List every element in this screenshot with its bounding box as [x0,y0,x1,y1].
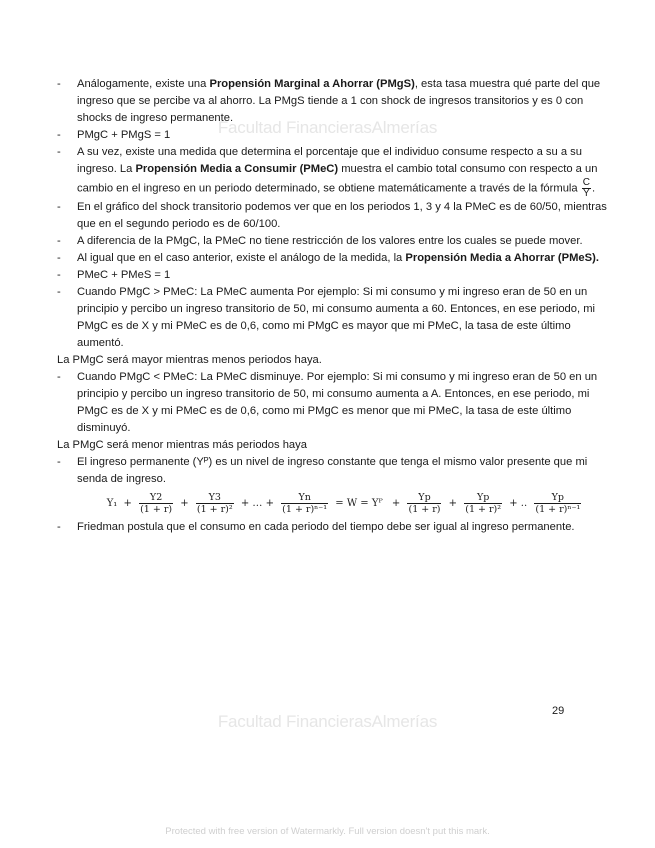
bullet-item-identity-pmgc-pmgs: - PMgC + PMgS = 1 [57,127,612,144]
watermark-top: Facultad FinancierasAlmerías [217,118,438,137]
term-pmes: Propensión Media a Ahorrar (PMeS). [405,252,599,264]
bullet-item-pmgc-smaller: - Cuando PMgC < PMeC: La PMeC disminuye. Por ejemplo: Si mi consumo y mi ingreso eran de 50 en un principio y percibo un ingreso transitorio de 50, mi consumo aumenta a A. Entonces, en ese periodo, mi PMgC es de X y mi PMeC es de 0,6, como mi PMgC es menor que mi PMeC, la tasa de este último disminuyó. [57,371,598,434]
bullet-item-permanent-income: - El ingreso permanente (Yᴾ) es un nivel de ingreso constante que tenga el mismo valor presente que mi senda de ingreso. [57,456,588,485]
present-value-equation: Y₁ + $\frac{Y2}{(1 + r)}$ + $\frac{Y3}{\text{(1 + r)²}}$ + … + $\frac{Yn}{\text{(1 + r)ⁿ⁻¹}}$ = W = Yᴾ + $\frac{Yp}{(1 + r)}$ + $\frac{Yp}{\text{(1 + r)²}}$ + .. $\frac{Yp}{\text{(1 + r)ⁿ⁻¹}}$ [106,492,581,515]
eq-term-yn: $\frac{Yn}{\text{(1 + r)ⁿ⁻¹}}$ [282,492,328,515]
bullet-dash: - [57,146,61,158]
term-pmgs: Propensión Marginal a Ahorrar (PMgS) [209,78,415,90]
eq-term-y3: $\frac{Y3}{\text{(1 + r)²}}$ [196,492,233,515]
eq-term-yp-n: $\frac{Yp}{\text{(1 + r)ⁿ⁻¹}}$ [535,492,581,515]
bullet-item-pmec-restriction: - A diferencia de la PMgC, la PMeC no tiene restricción de los valores entre los cuales se puede mover. [57,233,612,250]
eq-term-y2: $\frac{Y2}{(1 + r)}$ [140,492,173,515]
bullet-dash: - [57,201,61,213]
bullet-dash: - [57,286,61,298]
watermark-bottom: Facultad FinancierasAlmerías [217,712,438,731]
bullet-dash: - [57,269,61,281]
bullet-dash: - [57,129,61,141]
paragraph-pmgc-smaller: La PMgC será menor mientras más periodos haya [57,439,307,451]
term-pmec: Propensión Media a Consumir (PMeC) [135,163,339,175]
bullet-dash: - [57,252,61,264]
bullet-dash: - [57,521,61,533]
bullet-item-pmgs: - Análogamente, existe una Propensión Marginal a Ahorrar (PMgS), esta tasa muestra qué parte del que ingreso que se percibe va al ahorro. La PMgS tiende a 1 con shock de ingresos transitorios y es 0 con shocks de ingreso permanente. [57,78,601,124]
page-number: 29 [552,705,565,717]
bullet-item-pmgc-greater: - Cuando PMgC > PMeC: La PMeC aumenta Por ejemplo: Si mi consumo y mi ingreso eran de 50 en un principio y percibo un ingreso transitorio de 50, mi consumo aumenta a 60. Entonces, en ese periodo, mi PMgC es de X y mi PMeC es de 0,6, como mi PMgC es mayor que mi PMeC, la tasa de este último aumentó. [57,286,596,349]
bullet-dash: - [57,235,61,247]
fraction-c-over-y: $\frac{C}{Y}$ [582,177,590,199]
eq-term-yp-2: $\frac{Yp}{\text{(1 + r)²}}$ [465,492,502,515]
footer-watermark-notice: Protected with free version of Watermarkly. Full version doesn't put this mark. [165,826,490,837]
bullet-item-identity-pmec-pmes: - PMeC + PMeS = 1 [57,267,612,284]
paragraph-pmgc-greater: La PMgC será mayor mientras menos periodos haya. [57,354,322,366]
eq-term-yp-1: $\frac{Yp}{(1 + r)}$ [408,492,441,515]
bullet-item-shock-graph: - En el gráfico del shock transitorio podemos ver que en los periodos 1, 3 y 4 la PMeC es de 60/50, mientras que en el segundo periodo es de 60/100. [57,201,607,230]
bullet-item-pmes: - Al igual que en el caso anterior, existe el análogo de la medida, la Propensión Media a Ahorrar (PMeS). [57,250,612,267]
bullet-item-friedman: - Friedman postula que el consumo en cada periodo del tiempo debe ser igual al ingreso permanente. [57,519,612,536]
body-text [57,76,612,536]
bullet-item-pmec: - A su vez, existe una medida que determina el porcentaje que el individuo consume respecto a su a su ingreso. La Propensión Media a Consumir (PMeC) muestra el cambio total consumo con respecto a un cambio en el ingreso en un periodo determinado, se obtiene matemáticamente a través de la fórmula $\frac{C}{Y}$ . [57,146,598,199]
bullet-dash: - [57,371,61,383]
bullet-dash: - [57,456,61,468]
bullet-dash: - [57,78,61,90]
